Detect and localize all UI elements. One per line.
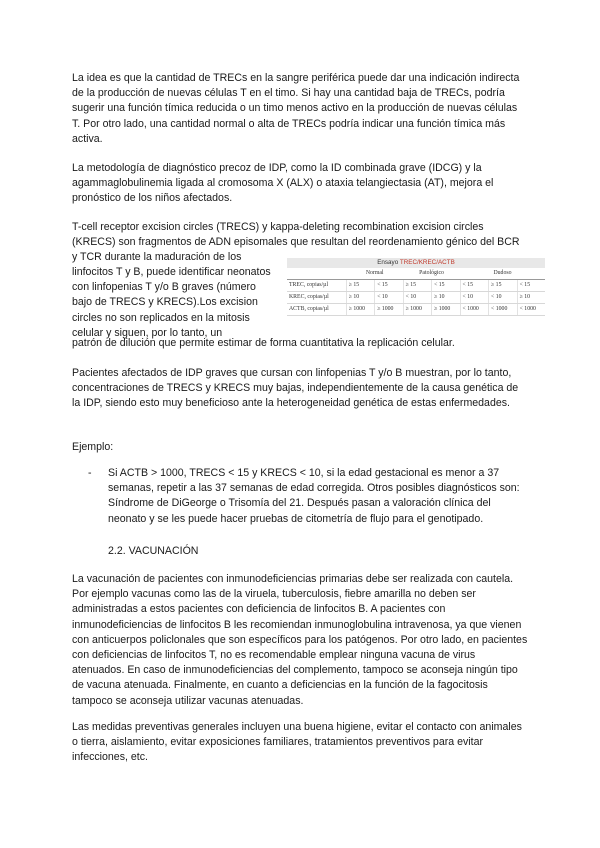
paragraph-preventive-measures: Las medidas preventivas generales incluyen una buena higiene, evitar el contacto con animales o tierra, aislamiento, evitar exposiciones familiares, tratamientos preventivos para evitar infecciones, etc. [72,721,522,764]
paragraph-diagnostic-methodology: La metodología de diagnóstico precoz de IDP, como la ID combinada grave (IDCG) y la agammaglobulinemia ligada al cromosoma X (ALX) o ataxia telangiectasia (AT), mejora el pronóstico de los niños afectados. [72,162,494,205]
assay-table [287,258,545,316]
table-row [287,304,545,316]
paragraph-example-label: Ejemplo: [72,441,114,453]
table-cell: < 15 [517,280,545,292]
table-cell: < 1000 [517,304,545,316]
paragraph-trecs-krecs-side: linfocitos T y B, puede identificar neonatos con linfopenias T y/o B graves (número bajo de TRECS y KRECS).Los excision circles no son replicados en la mitosis celular y siguen, por lo tanto, un [72,266,271,339]
table-cell: ≥ 1000 [375,304,403,316]
paragraph-idp-patients: Pacientes afectados de IDP graves que cursan con linfopenias T y/o B muestran, por lo tanto, concentraciones de TRECS y KRECS muy bajas, independientemente de la causa genética de la IDP, siendo esto muy beneficioso ante la heterogeneidad genética de estas enfermedades. [72,367,519,410]
table-cell: < 1000 [460,304,489,316]
section-heading-vacunacion: 2.2. VACUNACIÓN [108,545,199,557]
table-cell: < 10 [460,292,489,304]
assay-table-grid [287,268,545,316]
paragraph-vaccination: La vacunación de pacientes con inmunodeficiencias primarias debe ser realizada con cautela. Por ejemplo vacunas como las de la viruela, tuberculosis, fiebre amarilla no deben ser administradas a estos pacientes con deficiencia de linfocitos B. A pacientes con inmunodeficiencias de linfocitos B les recomiendan inmunoglobulina intravenosa, ya que vienen con anticuerpos policlonales que son específicos para los patógenos. Por otro lado, en pacientes con deficiencias de linfocitos T, no es recomendable emplear ninguna vacuna de virus atenuados. En caso de inmunodeficiencias del complemento, tampoco se aconseja ningún tipo de vacuna atenuada. Finalmente, en cuanto a deficiencias en la función de la fagocitosis tampoco se aconseja utilizar vacunas atenuadas. [72,573,528,707]
table-header-pathologic: Patológico [403,268,460,280]
table-cell: ≥ 15 [346,280,374,292]
table-cell: < 10 [403,292,431,304]
assay-table-title [287,258,545,268]
table-cell: < 15 [460,280,489,292]
table-cell: < 15 [432,280,460,292]
paragraph-dilution-pattern: patrón de dilución que permite estimar de forma cuantitativa la replicación celular. [72,337,455,349]
table-row-label: KREC, copias/µl [287,292,346,304]
table-cell: ≥ 1000 [432,304,460,316]
bullet-dash: - [88,467,92,479]
table-row [287,292,545,304]
table-header-row [287,268,545,280]
table-cell: < 10 [489,292,518,304]
table-cell: ≥ 10 [517,292,545,304]
table-cell: ≥ 15 [489,280,518,292]
table-cell: < 15 [375,280,403,292]
table-cell: ≥ 15 [403,280,431,292]
table-cell: ≥ 1000 [403,304,431,316]
assay-table-title-highlight: TREC/KREC/ACTB [399,259,455,266]
list-item-text: Si ACTB > 1000, TRECS < 15 y KRECS < 10, si la edad gestacional es menor a 37 semanas, repetir a las 37 semanas de edad corregida. Otros posibles diagnósticos son: Síndrome de DiGeorge o Trisomía del 21. Después pasan a valoración clínica del neonato y se les puede hacer pruebas de citometría de flujo para el genotipado. [108,467,520,525]
paragraph-trecs-idea: La idea es que la cantidad de TRECs en la sangre periférica puede dar una indicación indirecta de la producción de nuevas células T en el timo. Si hay una cantidad baja de TRECs, podría sugerir una función tímica reducida o un timo menos activo en la producción de nuevas células T. Por otro lado, una cantidad normal o alta de TRECs podría indicar una función tímica más activa. [72,72,520,145]
table-cell: ≥ 10 [432,292,460,304]
table-row-label: ACTB, copias/µl [287,304,346,316]
assay-table-title-prefix: Ensayo [377,259,400,266]
table-cell: < 1000 [489,304,518,316]
table-header-empty [287,268,346,280]
paragraph-trecs-krecs-intro: T-cell receptor excision circles (TRECS) y kappa-deleting recombination excision circles (KRECS) son fragmentos de ADN episomales que resultan del reordenamiento génico del BCR y TCR durante la maduración de los [72,221,520,264]
table-cell: ≥ 1000 [346,304,374,316]
table-cell: ≥ 10 [346,292,374,304]
table-row-label: TREC, copias/µl [287,280,346,292]
table-cell: < 10 [375,292,403,304]
table-header-normal: Normal [346,268,403,280]
table-row [287,280,545,292]
table-header-doubtful: Dudoso [460,268,545,280]
